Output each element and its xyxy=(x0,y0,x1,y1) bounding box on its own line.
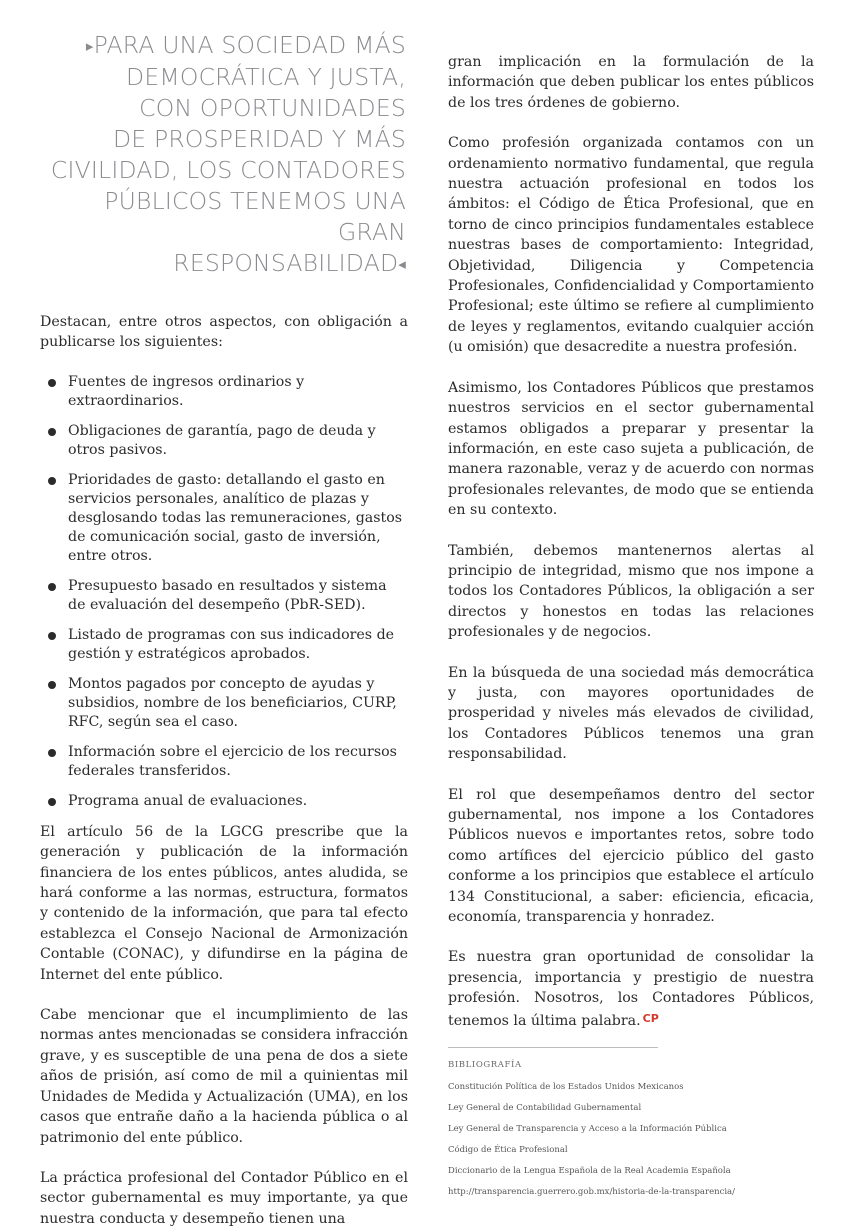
pull-quote-line: PARA UNA SOCIEDAD MÁS xyxy=(93,31,406,59)
paragraph-society: En la búsqueda de una sociedad más democrática y justa, con mayores oportunidades de prosperidad y niveles más elevados de civilidad, los Contadores Públicos tenemos una gran responsabilidad. xyxy=(448,664,814,763)
list-item-text: Montos pagados por concepto de ayudas y subsidios, nombre de los beneficiarios, CURP, RFC, según sea el caso. xyxy=(68,675,397,730)
list-item-text: Listado de programas con sus indicadores de gestión y estratégicos aprobados. xyxy=(68,626,395,662)
obligations-list xyxy=(40,373,408,811)
bibliography-item: Constitución Política de los Estados Unidos Mexicanos xyxy=(448,1082,684,1093)
quote-close-marker-icon: ◂ xyxy=(398,255,406,273)
pull-quote-line: RESPONSABILIDAD xyxy=(173,249,399,277)
list-item-text: Prioridades de gasto: detallando el gasto en servicios personales, analítico de plazas y desglosando todas las remuneraciones, gastos de comunicación social, gasto de inversión, entre otros. xyxy=(68,471,403,564)
bullet-icon xyxy=(48,583,56,591)
pull-quote-line: PÚBLICOS TENEMOS UNA GRAN xyxy=(104,187,406,246)
right-column xyxy=(448,52,814,1208)
list-item xyxy=(40,373,408,411)
bibliography-item: Diccionario de la Lengua Española de la Real Academia Española xyxy=(448,1166,731,1177)
left-column xyxy=(40,22,408,1229)
bibliography-link: http://transparencia.guerrero.gob.mx/historia-de-la-transparencia/ xyxy=(448,1187,735,1198)
paragraph-infraction: Cabe mencionar que el incumplimiento de las normas antes mencionadas se considera infracción grave, y es susceptible de una pena de dos a siete años de prisión, así como de mil a quinientas mil Unidades de Medida y Actualización (UMA), en los casos que entrañe daño a la hacienda pública o al patrimonio del ente público. xyxy=(40,1007,408,1146)
list-item xyxy=(40,743,408,781)
pull-quote-line: CIVILIDAD, LOS CONTADORES xyxy=(50,156,406,184)
bullet-icon xyxy=(48,749,56,757)
cp-logo-icon: CP xyxy=(642,1011,659,1025)
paragraph-obligations: Asimismo, los Contadores Públicos que prestamos nuestros servicios en el sector gubernamental estamos obligados a preparar y presentar la información, en este caso sujeta a publicación, de manera razonable, veraz y de acuerdo con normas profesionales relevantes, de modo que se entienda en su contexto. xyxy=(448,379,814,519)
list-item xyxy=(40,422,408,460)
paragraph-closing xyxy=(448,947,814,1031)
bibliography-item: Ley General de Contabilidad Gubernamental xyxy=(448,1103,642,1114)
list-item xyxy=(40,626,408,664)
list-item-text: Obligaciones de garantía, pago de deuda y otros pasivos. xyxy=(68,422,376,458)
list-item xyxy=(40,471,408,566)
bibliography-title: BIBLIOGRAFÍA xyxy=(448,1060,522,1071)
bullet-icon xyxy=(48,681,56,689)
list-item-text: Información sobre el ejercicio de los recursos federales transferidos. xyxy=(68,743,397,779)
paragraph-professional-practice: La práctica profesional del Contador Público en el sector gubernamental es muy importante, ya que nuestra conducta y desempeño tienen una xyxy=(40,1169,408,1227)
paragraph-code-of-ethics: Como profesión organizada contamos con un ordenamiento normativo fundamental, que regula nuestra actuación profesional en todos los ámbitos: el Código de Ética Profesional, que en torno de cinco principios fundamentales establece nuestras bases de comportamiento: Integridad, Objetividad, Diligencia y Competencia Profesionales, Confidencialidad y Comportamiento Profesional; este último se refiere al cumplimiento de leyes y reglamentos, evitando cualquier acción (u omisión) que desacredite a nuestra profesión. xyxy=(448,135,814,356)
paragraph-role: El rol que desempeñamos dentro del sector gubernamental, nos impone a los Contadores Públicos nuevos e importantes retos, sobre todo como artífices del ejercicio público del gasto conforme a los principios que establece el artículo 134 Constitucional, a saber: eficiencia, eficacia, economía, transparencia y honradez. xyxy=(448,786,814,926)
bullet-icon xyxy=(48,477,56,485)
quote-open-marker-icon: ▸ xyxy=(85,37,94,55)
paragraph-article-56: El artículo 56 de la LGCG prescribe que la generación y publicación de la información financiera de los entes públicos, antes aludida, se hará conforme a las normas, estructura, formatos y contenido de la información, que para tal efecto establezca el Consejo Nacional de Armonización Contable (CONAC), y difundirse en la página de Internet del ente público. xyxy=(40,823,408,983)
bullet-icon xyxy=(48,798,56,806)
bullet-icon xyxy=(48,379,56,387)
list-item-text: Presupuesto basado en resultados y sistema de evaluación del desempeño (PbR-SED). xyxy=(68,577,387,613)
pull-quote-line: CON OPORTUNIDADES xyxy=(139,94,406,122)
paragraph-continuation: gran implicación en la formulación de la información que deben publicar los entes públicos de los tres órdenes de gobierno. xyxy=(448,54,814,111)
bullet-icon xyxy=(48,632,56,640)
list-item xyxy=(40,792,408,811)
pull-quote-line: DE PROSPERIDAD Y MÁS xyxy=(112,125,406,153)
bullet-icon xyxy=(48,428,56,436)
list-item xyxy=(40,675,408,732)
list-item-text: Fuentes de ingresos ordinarios y extraordinarios. xyxy=(68,373,305,409)
bibliography-item: Ley General de Transparencia y Acceso a la Información Pública xyxy=(448,1124,727,1135)
list-item xyxy=(40,577,408,615)
pull-quote xyxy=(40,30,408,280)
closing-text: Es nuestra gran oportunidad de consolidar la presencia, importancia y prestigio de nuestra profesión. Nosotros, los Contadores Públicos, tenemos la última palabra. xyxy=(448,949,814,1029)
pull-quote-line: DEMOCRÁTICA Y JUSTA, xyxy=(126,63,406,91)
list-item-text: Programa anual de evaluaciones. xyxy=(68,792,308,809)
bibliography-item: Código de Ética Profesional xyxy=(448,1145,568,1156)
intro-paragraph: Destacan, entre otros aspectos, con obligación a publicarse los siguientes: xyxy=(40,314,408,351)
divider xyxy=(448,1047,658,1048)
paragraph-integrity: También, debemos mantenernos alertas al principio de integridad, mismo que nos impone a todos los Contadores Públicos, la obligación a ser directos y honestos en todas las relaciones profesionales y de negocios. xyxy=(448,542,814,641)
